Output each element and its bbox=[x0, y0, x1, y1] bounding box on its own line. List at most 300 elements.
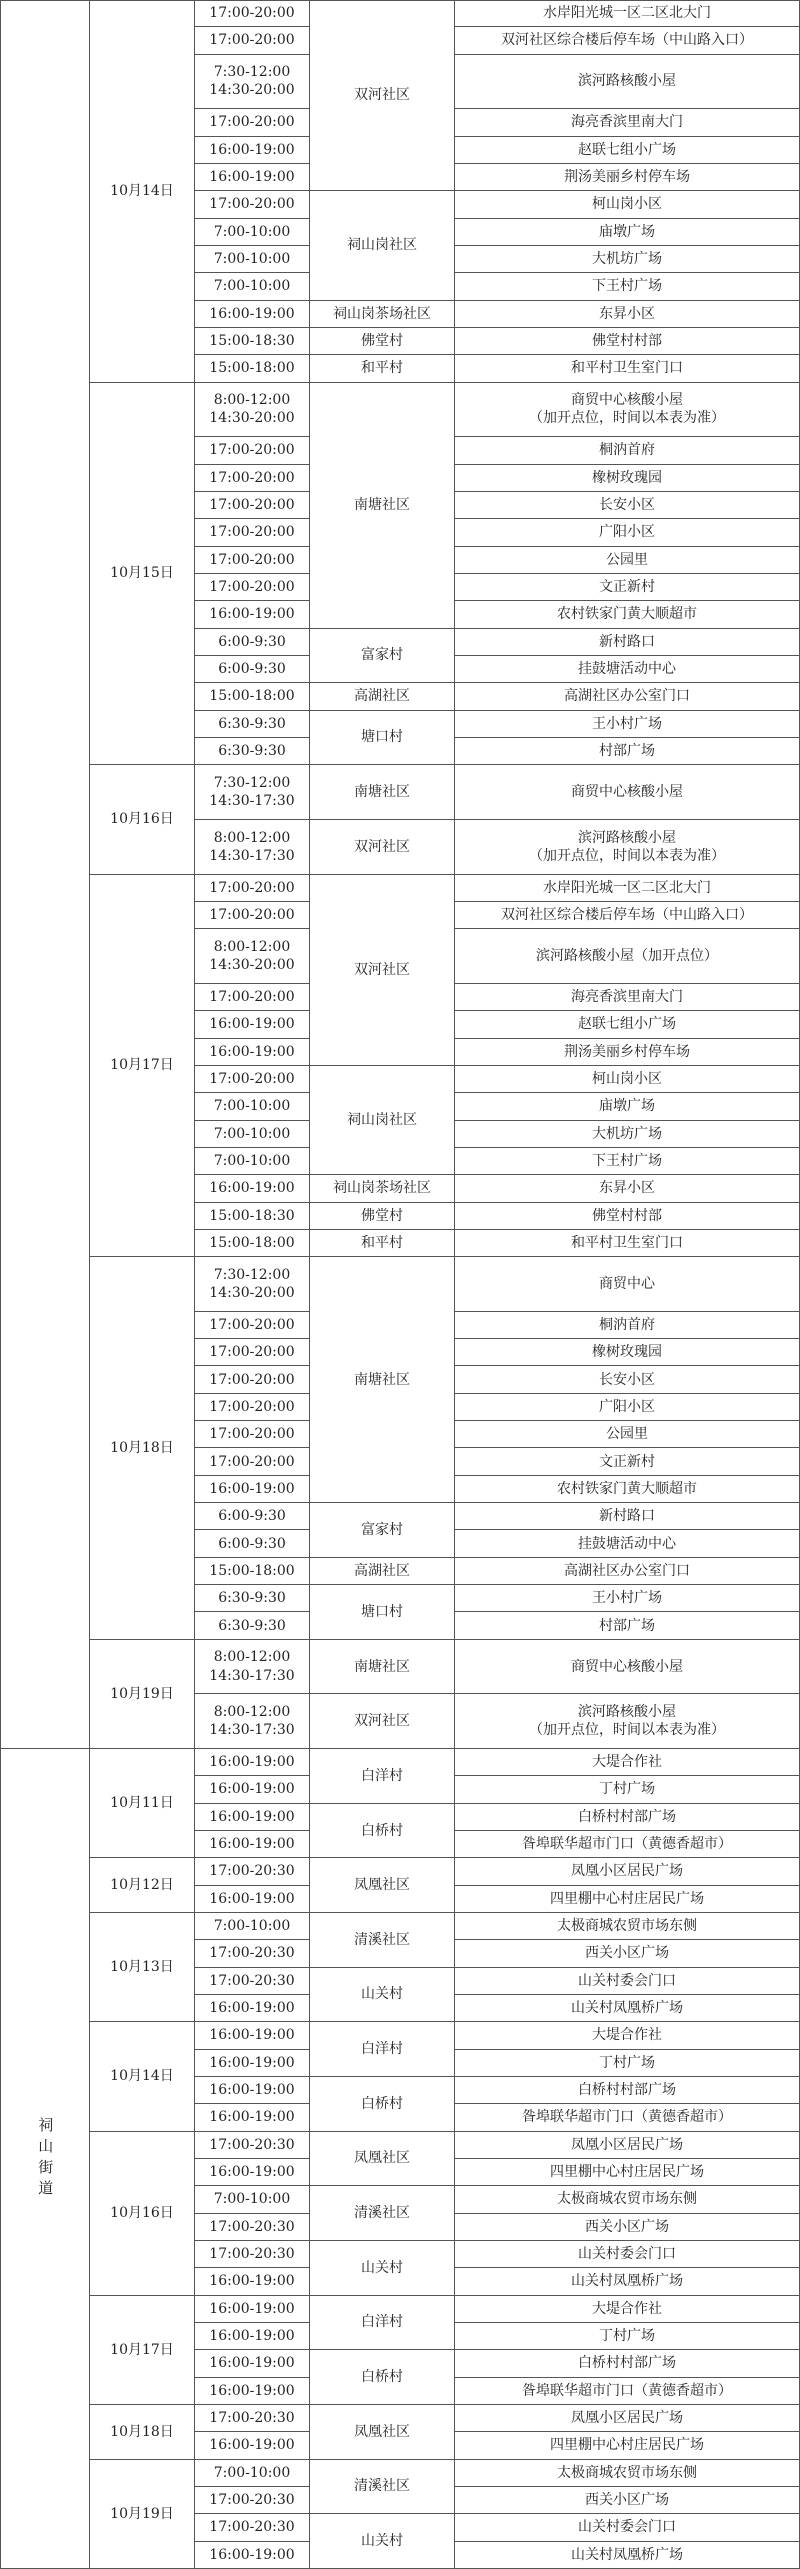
site-cell-text: 东昇小区 bbox=[599, 305, 655, 322]
time-cell-text: 14:30-20:00 bbox=[209, 410, 295, 427]
time-cell-text: 7:00-10:00 bbox=[213, 1918, 291, 1935]
time-cell-text: 6:00-9:30 bbox=[218, 1508, 286, 1525]
site-cell bbox=[455, 1175, 800, 1202]
time-cell bbox=[195, 1858, 310, 1885]
site-cell bbox=[455, 1366, 800, 1393]
area-cell-text: 南塘社区 bbox=[354, 1658, 410, 1675]
area-cell-text: 凤凰社区 bbox=[354, 2150, 410, 2167]
site-cell bbox=[455, 1039, 800, 1066]
site-cell-text: 山关村委会门口 bbox=[578, 2519, 676, 2536]
time-cell-text: 17:00-20:00 bbox=[209, 442, 295, 459]
date-cell-text: 10月16日 bbox=[110, 811, 174, 828]
area-cell bbox=[310, 2350, 455, 2405]
time-cell bbox=[195, 1394, 310, 1421]
area-cell-text: 塘口村 bbox=[361, 1603, 403, 1620]
time-cell bbox=[195, 2542, 310, 2569]
site-cell-text: 西关小区广场 bbox=[585, 1945, 669, 1962]
time-cell-text: 16:00-19:00 bbox=[209, 169, 295, 186]
time-cell bbox=[195, 929, 310, 984]
time-cell bbox=[195, 1968, 310, 1995]
area-cell bbox=[310, 1175, 455, 1202]
site-cell-text: 文正新村 bbox=[599, 578, 655, 595]
site-cell bbox=[455, 355, 800, 382]
site-cell-text: 王小村广场 bbox=[592, 1590, 662, 1607]
time-cell-text: 17:00-20:00 bbox=[209, 551, 295, 568]
site-cell bbox=[455, 738, 800, 765]
site-cell bbox=[455, 629, 800, 656]
time-cell bbox=[195, 164, 310, 191]
area-cell bbox=[310, 328, 455, 355]
time-cell-text: 6:00-9:30 bbox=[218, 633, 286, 650]
site-cell bbox=[455, 2132, 800, 2159]
time-cell bbox=[195, 2050, 310, 2077]
site-cell bbox=[455, 1640, 800, 1695]
site-cell-text: 庙墩广场 bbox=[599, 1098, 655, 1115]
site-cell-text: 公园里 bbox=[606, 551, 648, 568]
time-cell-text: 7:00-10:00 bbox=[213, 1098, 291, 1115]
time-cell bbox=[195, 2350, 310, 2377]
site-cell-text: 西关小区广场 bbox=[585, 2492, 669, 2509]
area-cell-text: 高湖社区 bbox=[354, 1562, 410, 1579]
time-cell-text: 17:00-20:00 bbox=[209, 1453, 295, 1470]
site-cell bbox=[455, 711, 800, 738]
time-cell bbox=[195, 465, 310, 492]
time-cell-text: 17:00-20:00 bbox=[209, 114, 295, 131]
time-cell bbox=[195, 2487, 310, 2514]
site-cell-text: 大堤合作社 bbox=[592, 2027, 662, 2044]
time-cell-text: 16:00-19:00 bbox=[209, 1480, 295, 1497]
site-cell bbox=[455, 2432, 800, 2459]
area-cell-text: 富家村 bbox=[361, 647, 403, 664]
time-cell bbox=[195, 1558, 310, 1585]
time-cell-text: 14:30-17:30 bbox=[209, 1722, 295, 1739]
site-cell-text: 挂鼓塘活动中心 bbox=[578, 1535, 676, 1552]
site-cell-text: 下王村广场 bbox=[592, 278, 662, 295]
area-cell bbox=[310, 1230, 455, 1257]
time-cell bbox=[195, 1503, 310, 1530]
time-cell bbox=[195, 1476, 310, 1503]
site-cell bbox=[455, 875, 800, 902]
site-cell-text: 新村路口 bbox=[599, 1508, 655, 1525]
area-cell-text: 白洋村 bbox=[361, 2314, 403, 2331]
time-cell bbox=[195, 2323, 310, 2350]
time-cell-text: 8:00-12:00 bbox=[213, 1704, 291, 1721]
area-cell-text: 双河社区 bbox=[354, 87, 410, 104]
date-cell bbox=[90, 383, 195, 766]
site-cell-text: 佛堂村村部 bbox=[592, 333, 662, 350]
time-cell bbox=[195, 1011, 310, 1038]
time-cell-text: 17:00-20:30 bbox=[209, 2410, 295, 2427]
area-cell bbox=[310, 683, 455, 710]
site-cell bbox=[455, 1968, 800, 1995]
time-cell-text: 15:00-18:00 bbox=[209, 1562, 295, 1579]
time-cell bbox=[195, 2405, 310, 2432]
site-cell-text: 商贸中心核酸小屋 bbox=[571, 1658, 683, 1675]
time-cell-text: 17:00-20:30 bbox=[209, 2218, 295, 2235]
site-cell bbox=[455, 2022, 800, 2049]
site-cell-text: 白桥村村部广场 bbox=[578, 2082, 676, 2099]
area-cell bbox=[310, 191, 455, 300]
site-cell-text: 桐汭首府 bbox=[599, 1316, 655, 1333]
site-cell-text: 新村路口 bbox=[599, 633, 655, 650]
site-cell-text: 柯山岗小区 bbox=[592, 196, 662, 213]
site-cell bbox=[455, 601, 800, 628]
area-cell-text: 南塘社区 bbox=[354, 496, 410, 513]
site-cell-text: 挂鼓塘活动中心 bbox=[578, 660, 676, 677]
time-cell bbox=[195, 683, 310, 710]
site-cell bbox=[455, 246, 800, 273]
time-cell-text: 16:00-19:00 bbox=[209, 2382, 295, 2399]
time-cell-text: 17:00-20:00 bbox=[209, 1344, 295, 1361]
area-cell-text: 塘口村 bbox=[361, 729, 403, 746]
date-cell-text: 10月16日 bbox=[110, 2205, 174, 2222]
time-cell-text: 16:00-19:00 bbox=[209, 2437, 295, 2454]
time-cell bbox=[195, 601, 310, 628]
time-cell-text: 15:00-18:00 bbox=[209, 360, 295, 377]
date-cell bbox=[90, 875, 195, 1258]
date-cell-text: 10月18日 bbox=[110, 2423, 174, 2440]
time-cell-text: 8:00-12:00 bbox=[213, 829, 291, 846]
area-cell-text: 祠山岗茶场社区 bbox=[333, 1180, 431, 1197]
site-cell bbox=[455, 383, 800, 438]
time-cell bbox=[195, 2378, 310, 2405]
site-cell-text: 长安小区 bbox=[599, 1371, 655, 1388]
time-cell-text: 16:00-19:00 bbox=[209, 2109, 295, 2126]
time-cell-text: 7:00-10:00 bbox=[213, 1152, 291, 1169]
time-cell bbox=[195, 1039, 310, 1066]
time-cell-text: 7:00-10:00 bbox=[213, 278, 291, 295]
time-cell bbox=[195, 301, 310, 328]
site-cell-text: （加开点位，时间以本表为准） bbox=[529, 410, 725, 427]
site-cell-text: （加开点位，时间以本表为准） bbox=[529, 847, 725, 864]
time-cell-text: 17:00-20:00 bbox=[209, 1398, 295, 1415]
area-cell bbox=[310, 1585, 455, 1640]
time-cell-text: 15:00-18:00 bbox=[209, 688, 295, 705]
area-cell-text: 佛堂村 bbox=[361, 1207, 403, 1224]
time-cell-text: 17:00-20:30 bbox=[209, 1972, 295, 1989]
site-cell-text: 水岸阳光城一区二区北大门 bbox=[543, 5, 711, 22]
time-cell bbox=[195, 1093, 310, 1120]
site-cell bbox=[455, 2159, 800, 2186]
site-cell-text: 大堤合作社 bbox=[592, 2300, 662, 2317]
time-cell bbox=[195, 1312, 310, 1339]
site-cell-text: 山关村委会门口 bbox=[578, 2246, 676, 2263]
time-cell-text: 17:00-20:30 bbox=[209, 2492, 295, 2509]
site-cell bbox=[455, 2241, 800, 2268]
site-cell-text: 桐汭首府 bbox=[599, 442, 655, 459]
site-cell-text: 海亮香滨里南大门 bbox=[571, 114, 683, 131]
site-cell bbox=[455, 273, 800, 300]
site-cell bbox=[455, 1476, 800, 1503]
site-cell bbox=[455, 27, 800, 54]
time-cell bbox=[195, 2077, 310, 2104]
site-cell-text: 庙墩广场 bbox=[599, 223, 655, 240]
area-cell-text: 白洋村 bbox=[361, 2041, 403, 2058]
date-cell-text: 10月18日 bbox=[110, 1439, 174, 1456]
site-cell-text: 高湖社区办公室门口 bbox=[564, 688, 690, 705]
time-cell-text: 17:00-20:30 bbox=[209, 2136, 295, 2153]
date-cell-text: 10月17日 bbox=[110, 2341, 174, 2358]
time-cell bbox=[195, 328, 310, 355]
time-cell-text: 7:30-12:00 bbox=[213, 64, 291, 81]
time-cell-text: 16:00-19:00 bbox=[209, 2300, 295, 2317]
area-cell bbox=[310, 1804, 455, 1859]
site-cell-text: 四里棚中心村庄居民广场 bbox=[550, 2437, 704, 2454]
site-cell-text: 长安小区 bbox=[599, 496, 655, 513]
site-cell-text: 农村铁家门黄大顺超市 bbox=[557, 1480, 697, 1497]
area-cell bbox=[310, 301, 455, 328]
date-cell bbox=[90, 2460, 195, 2569]
site-cell bbox=[455, 820, 800, 875]
site-cell bbox=[455, 1394, 800, 1421]
time-cell-text: 7:30-12:00 bbox=[213, 1266, 291, 1283]
date-cell bbox=[90, 2405, 195, 2460]
site-cell-text: 村部广场 bbox=[599, 1617, 655, 1634]
area-cell-text: 高湖社区 bbox=[354, 688, 410, 705]
area-cell-text: 白洋村 bbox=[361, 1767, 403, 1784]
time-cell bbox=[195, 1940, 310, 1967]
site-cell bbox=[455, 2296, 800, 2323]
time-cell bbox=[195, 1804, 310, 1831]
time-cell-text: 16:00-19:00 bbox=[209, 1781, 295, 1798]
site-cell bbox=[455, 1148, 800, 1175]
time-cell-text: 16:00-19:00 bbox=[209, 2082, 295, 2099]
time-cell-text: 17:00-20:00 bbox=[209, 879, 295, 896]
time-cell-text: 16:00-19:00 bbox=[209, 305, 295, 322]
time-cell-text: 17:00-20:00 bbox=[209, 1426, 295, 1443]
area-cell bbox=[310, 1203, 455, 1230]
site-cell-text: 山关村凤凰桥广场 bbox=[571, 2000, 683, 2017]
site-cell bbox=[455, 1940, 800, 1967]
time-cell-text: 17:00-20:00 bbox=[209, 906, 295, 923]
site-cell bbox=[455, 2186, 800, 2213]
time-cell-text: 16:00-19:00 bbox=[209, 1808, 295, 1825]
time-cell-text: 7:00-10:00 bbox=[213, 2191, 291, 2208]
area-cell-text: 清溪社区 bbox=[354, 2205, 410, 2222]
site-cell bbox=[455, 1585, 800, 1612]
site-cell bbox=[455, 1257, 800, 1312]
time-cell-text: 16:00-19:00 bbox=[209, 1043, 295, 1060]
street-cell bbox=[0, 1749, 90, 2569]
area-cell bbox=[310, 765, 455, 820]
site-cell-text: 广阳小区 bbox=[599, 1398, 655, 1415]
site-cell-text: 商贸中心核酸小屋 bbox=[571, 392, 683, 409]
time-cell bbox=[195, 437, 310, 464]
time-cell bbox=[195, 1995, 310, 2022]
time-cell bbox=[195, 656, 310, 683]
site-cell bbox=[455, 109, 800, 136]
time-cell bbox=[195, 1175, 310, 1202]
area-cell bbox=[310, 355, 455, 382]
area-cell bbox=[310, 820, 455, 875]
time-cell bbox=[195, 1694, 310, 1749]
time-cell bbox=[195, 547, 310, 574]
time-cell-text: 17:00-20:00 bbox=[209, 988, 295, 1005]
site-cell bbox=[455, 1776, 800, 1803]
time-cell-text: 17:00-20:00 bbox=[209, 1371, 295, 1388]
time-cell-text: 17:00-20:00 bbox=[209, 196, 295, 213]
site-cell bbox=[455, 1530, 800, 1557]
date-cell-text: 10月15日 bbox=[110, 565, 174, 582]
site-cell-text: 下王村广场 bbox=[592, 1152, 662, 1169]
site-cell bbox=[455, 1558, 800, 1585]
date-cell-text: 10月19日 bbox=[110, 2505, 174, 2522]
site-cell-text: 高湖社区办公室门口 bbox=[564, 1562, 690, 1579]
site-cell-text: 柯山岗小区 bbox=[592, 1070, 662, 1087]
area-cell bbox=[310, 383, 455, 629]
site-cell-text: 丁村广场 bbox=[599, 2328, 655, 2345]
area-cell bbox=[310, 875, 455, 1066]
site-cell-text: 橡树玫瑰园 bbox=[592, 469, 662, 486]
area-cell-text: 祠山岗社区 bbox=[347, 237, 417, 254]
date-cell bbox=[90, 1913, 195, 2022]
site-cell-text: 四里棚中心村庄居民广场 bbox=[550, 1890, 704, 1907]
time-cell-text: 7:30-12:00 bbox=[213, 774, 291, 791]
time-cell-text: 17:00-20:00 bbox=[209, 5, 295, 22]
area-cell bbox=[310, 1694, 455, 1749]
time-cell-text: 17:00-20:30 bbox=[209, 1945, 295, 1962]
site-cell bbox=[455, 1886, 800, 1913]
time-cell bbox=[195, 2241, 310, 2268]
time-cell-text: 14:30-17:30 bbox=[209, 1667, 295, 1684]
time-cell bbox=[195, 2214, 310, 2241]
time-cell-text: 7:00-10:00 bbox=[213, 223, 291, 240]
area-cell bbox=[310, 0, 455, 191]
time-cell bbox=[195, 1203, 310, 1230]
time-cell bbox=[195, 1339, 310, 1366]
area-cell-text: 白桥村 bbox=[361, 1822, 403, 1839]
area-cell bbox=[310, 2241, 455, 2296]
time-cell-text: 14:30-20:00 bbox=[209, 957, 295, 974]
site-cell bbox=[455, 1612, 800, 1639]
site-cell-text: 橡树玫瑰园 bbox=[592, 1344, 662, 1361]
site-cell-text: 太极商城农贸市场东侧 bbox=[557, 1918, 697, 1935]
site-cell bbox=[455, 137, 800, 164]
site-cell bbox=[455, 519, 800, 546]
site-cell bbox=[455, 2050, 800, 2077]
site-cell-text: 商贸中心 bbox=[599, 1275, 655, 1292]
site-cell bbox=[455, 1694, 800, 1749]
area-cell-text: 佛堂村 bbox=[361, 333, 403, 350]
area-cell bbox=[310, 2514, 455, 2569]
time-cell bbox=[195, 1913, 310, 1940]
site-cell bbox=[455, 0, 800, 27]
time-cell-text: 15:00-18:30 bbox=[209, 333, 295, 350]
time-cell-text: 17:00-20:00 bbox=[209, 496, 295, 513]
time-cell bbox=[195, 1530, 310, 1557]
site-cell bbox=[455, 902, 800, 929]
area-cell-text: 祠山岗社区 bbox=[347, 1111, 417, 1128]
time-cell-text: 16:00-19:00 bbox=[209, 141, 295, 158]
area-cell-text: 清溪社区 bbox=[354, 1931, 410, 1948]
area-cell-text: 凤凰社区 bbox=[354, 2423, 410, 2440]
site-cell-text: 山关村凤凰桥广场 bbox=[571, 2546, 683, 2563]
site-cell-text: 公园里 bbox=[606, 1426, 648, 1443]
date-cell-text: 10月17日 bbox=[110, 1057, 174, 1074]
site-cell bbox=[455, 1858, 800, 1885]
time-cell bbox=[195, 2268, 310, 2295]
time-cell bbox=[195, 711, 310, 738]
area-cell-text: 白桥村 bbox=[361, 2095, 403, 2112]
time-cell bbox=[195, 1257, 310, 1312]
time-cell-text: 16:00-19:00 bbox=[209, 2000, 295, 2017]
time-cell bbox=[195, 2186, 310, 2213]
site-cell bbox=[455, 2542, 800, 2569]
site-cell-text: 太极商城农贸市场东侧 bbox=[557, 2464, 697, 2481]
time-cell bbox=[195, 219, 310, 246]
time-cell bbox=[195, 492, 310, 519]
time-cell bbox=[195, 738, 310, 765]
time-cell bbox=[195, 55, 310, 110]
site-cell bbox=[455, 1011, 800, 1038]
time-cell-text: 6:30-9:30 bbox=[218, 1617, 286, 1634]
area-cell-text: 凤凰社区 bbox=[354, 1877, 410, 1894]
time-cell bbox=[195, 273, 310, 300]
time-cell-text: 14:30-20:00 bbox=[209, 1284, 295, 1301]
site-cell-text: 白桥村村部广场 bbox=[578, 2355, 676, 2372]
time-cell-text: 15:00-18:00 bbox=[209, 1234, 295, 1251]
site-cell bbox=[455, 465, 800, 492]
time-cell bbox=[195, 2022, 310, 2049]
time-cell bbox=[195, 2104, 310, 2131]
site-cell-text: 村部广场 bbox=[599, 742, 655, 759]
area-cell-text: 双河社区 bbox=[354, 838, 410, 855]
site-cell bbox=[455, 2104, 800, 2131]
time-cell-text: 6:30-9:30 bbox=[218, 1590, 286, 1607]
site-cell-text: 四里棚中心村庄居民广场 bbox=[550, 2164, 704, 2181]
site-cell bbox=[455, 929, 800, 984]
time-cell-text: 16:00-19:00 bbox=[209, 2546, 295, 2563]
time-cell bbox=[195, 2460, 310, 2487]
area-cell bbox=[310, 2460, 455, 2515]
area-cell-text: 清溪社区 bbox=[354, 2478, 410, 2495]
time-cell-text: 6:00-9:30 bbox=[218, 1535, 286, 1552]
site-cell-text: 大堤合作社 bbox=[592, 1754, 662, 1771]
time-cell-text: 16:00-19:00 bbox=[209, 2273, 295, 2290]
area-cell bbox=[310, 2405, 455, 2460]
site-cell-text: 东昇小区 bbox=[599, 1180, 655, 1197]
site-cell bbox=[455, 1230, 800, 1257]
time-cell-text: 17:00-20:30 bbox=[209, 2246, 295, 2263]
site-cell-text: 佛堂村村部 bbox=[592, 1207, 662, 1224]
time-cell bbox=[195, 1776, 310, 1803]
site-cell-text: 赵联七组小广场 bbox=[578, 141, 676, 158]
time-cell-text: 16:00-19:00 bbox=[209, 2328, 295, 2345]
time-cell-text: 15:00-18:30 bbox=[209, 1207, 295, 1224]
site-cell-text: 山关村委会门口 bbox=[578, 1972, 676, 1989]
site-cell-text: 昝埠联华超市门口（黄德香超市） bbox=[522, 2109, 732, 2126]
site-cell bbox=[455, 2378, 800, 2405]
area-cell bbox=[310, 1558, 455, 1585]
site-cell-text: 丁村广场 bbox=[599, 1781, 655, 1798]
time-cell-text: 14:30-17:30 bbox=[209, 847, 295, 864]
time-cell bbox=[195, 1612, 310, 1639]
site-cell-text: 赵联七组小广场 bbox=[578, 1016, 676, 1033]
site-cell-text: 山关村凤凰桥广场 bbox=[571, 2273, 683, 2290]
time-cell bbox=[195, 246, 310, 273]
time-cell bbox=[195, 1121, 310, 1148]
site-cell-text: 西关小区广场 bbox=[585, 2218, 669, 2235]
time-cell bbox=[195, 574, 310, 601]
site-cell bbox=[455, 1312, 800, 1339]
site-cell-text: 滨河路核酸小屋 bbox=[578, 73, 676, 90]
area-cell-text: 双河社区 bbox=[354, 1713, 410, 1730]
time-cell bbox=[195, 984, 310, 1011]
date-cell bbox=[90, 2296, 195, 2405]
time-cell-text: 16:00-19:00 bbox=[209, 1890, 295, 1907]
time-cell bbox=[195, 1831, 310, 1858]
area-cell bbox=[310, 711, 455, 766]
